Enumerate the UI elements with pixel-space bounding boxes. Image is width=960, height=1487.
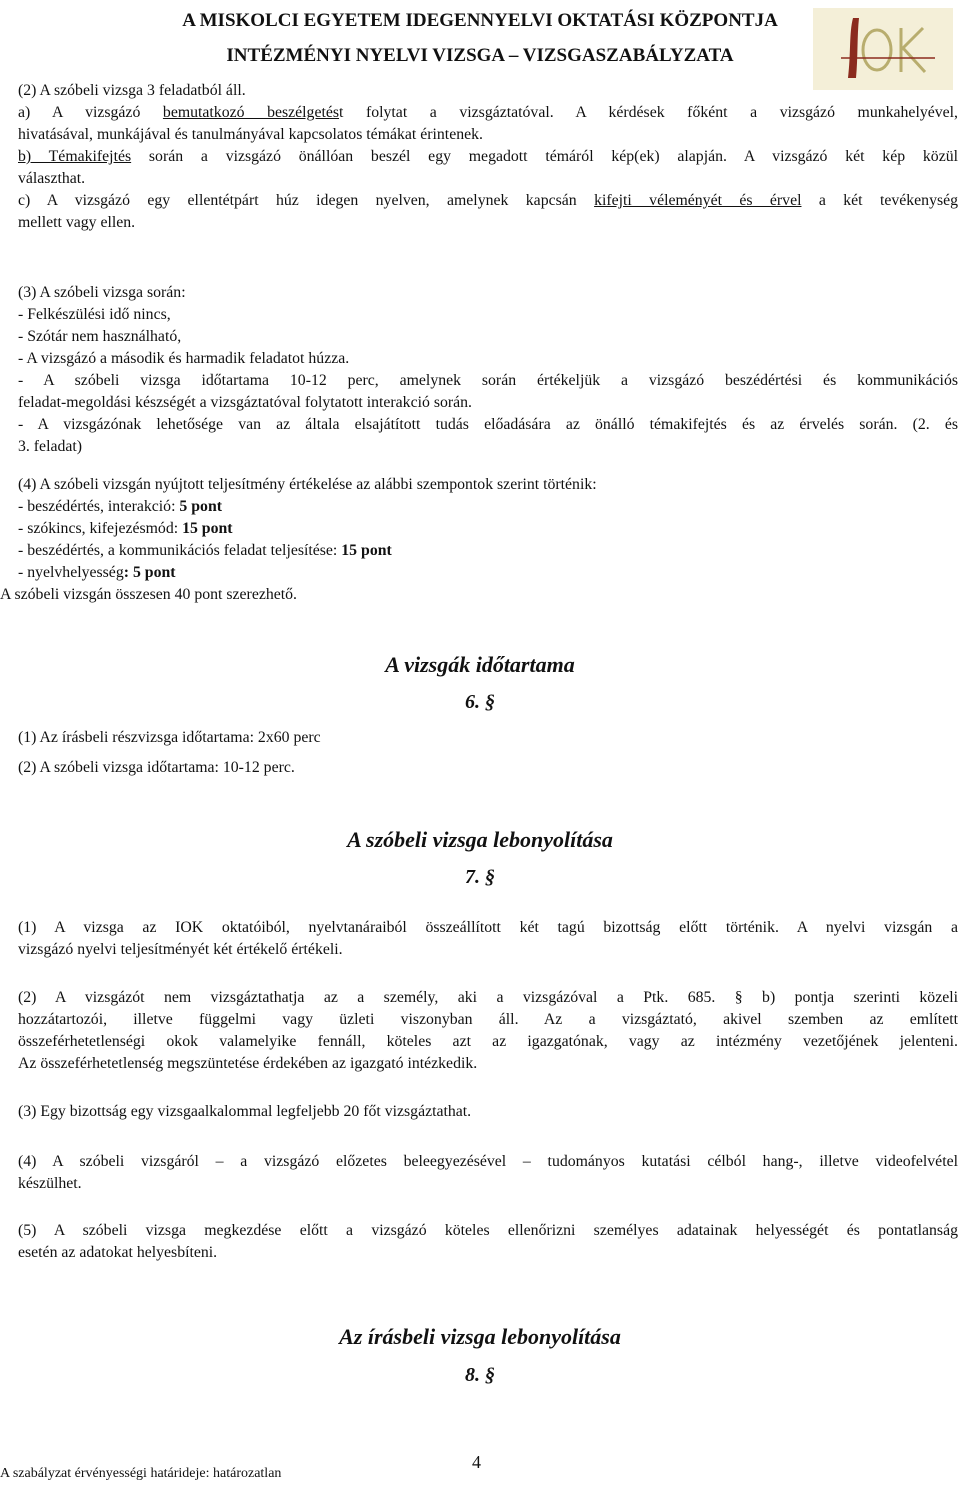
procedure-p4 [18, 1151, 958, 1195]
text-line: mellett vagy ellen. [18, 214, 136, 231]
text-line: a) A vizsgázó bemutatkozó beszélgetést folytat a vizsgáztatóval. A kérdések főként a vizsgázó munkahelyével, [18, 104, 958, 121]
procedure-p5 [18, 1220, 958, 1264]
text-line: - nyelvhelyesség: 5 pont [18, 564, 176, 581]
text-line: Az összeférhetetlenség megszüntetése érdekében az igazgató intézkedik. [18, 1055, 478, 1072]
text-line: (2) A szóbeli vizsga 3 feladatból áll. [18, 82, 246, 99]
text-line: (3) Egy bizottság egy vizsgaalkalommal legfeljebb 20 főt vizsgáztathat. [18, 1103, 472, 1120]
text-line: (1) A vizsga az IOK oktatóiból, nyelvtanáraiból összeállított két tagú bizottság előtt történik. A nyelvi vizsgán a [18, 919, 958, 936]
text-line: hivatásával, munkájával és tanulmányával kapcsolatos témákat érintenek. [18, 126, 483, 143]
text-line: - A vizsgázónak lehetősége van az általa elsajátított tudás előadására az önálló témakifejtés és az érvelés során. (2. és [18, 416, 958, 433]
footer-validity: A szabályzat érvényességi határideje: határozatlan [0, 1466, 282, 1481]
text-line: (4) A szóbeli vizsgán nyújtott teljesítmény értékelése az alábbi szempontok szerint történik: [18, 476, 597, 493]
text-line: készülhet. [18, 1175, 82, 1192]
text-line: (4) A szóbeli vizsgáról – a vizsgázó előzetes beleegyezésével – tudományos kutatási célból hang-, illetve videofelvétel [18, 1153, 958, 1170]
text-line: feladat-megoldási készségét a vizsgáztatóval folytatott interakció során. [18, 394, 472, 411]
text-line: esetén az adatokat helyesbíteni. [18, 1244, 218, 1261]
oral-exam-tasks [18, 80, 958, 234]
text-line: választhat. [18, 170, 86, 187]
text-line: - szókincs, kifejezésmód: 15 pont [18, 520, 233, 537]
text-line: vizsgázó nyelvi teljesítményét két értékelő értékeli. [18, 941, 343, 958]
section-heading-duration: A vizsgák időtartama [385, 652, 575, 677]
text-line: - beszédértés, a kommunikációs feladat teljesítése: 15 pont [18, 542, 392, 559]
text-line: - A szóbeli vizsga időtartama 10-12 perc, amelynek során értékeljük a vizsgázó beszédértési és kommunikációs [18, 372, 958, 389]
text-line: összeférhetetlenségi okok valamelyike fennáll, köteles azt az igazgatónak, vagy az intézmény vezetőjének jelenteni. [18, 1033, 958, 1050]
text-line: 3. feladat) [18, 438, 83, 455]
text-line: - Szótár nem használható, [18, 328, 182, 345]
page-number: 4 [472, 1452, 481, 1472]
text-line: hozzátartozói, illetve függelmi vagy üzleti viszonyban áll. Az a vizsgáztató, akivel szemben az említett [18, 1011, 958, 1028]
text-line: A szóbeli vizsgán összesen 40 pont szerezhető. [0, 586, 297, 603]
text-line: (2) A vizsgázót nem vizsgáztathatja az a személy, aki a vizsgázóval a Ptk. 685. § b) pontja szerinti közeli [18, 989, 958, 1006]
procedure-p1 [18, 917, 958, 961]
text-line: (1) Az írásbeli részvizsga időtartama: 2x60 perc [18, 729, 321, 746]
iok-logo-icon [813, 8, 953, 90]
header-title-line1: A MISKOLCI EGYETEM IDEGENNYELVI OKTATÁSI KÖZPONTJA [182, 10, 778, 31]
text-line: - Felkészülési idő nincs, [18, 306, 171, 323]
text-line: b) Témakifejtés során a vizsgázó önállóan beszél egy megadott témáról kép(ek) alapján. A vizsgázó két kép közül [18, 148, 958, 165]
paragraph-number-6: 6. § [465, 691, 495, 713]
duration-text [18, 727, 958, 779]
text-line: (2) A szóbeli vizsga időtartama: 10-12 perc. [18, 759, 295, 776]
section-heading-written-procedure: Az írásbeli vizsga lebonyolítása [339, 1324, 621, 1349]
text-line: c) A vizsgázó egy ellentétpárt húz idegen nyelven, amelynek kapcsán kifejti véleményét és érvel a két tevékenység [18, 192, 959, 209]
text-line: - beszédértés, interakció: 5 pont [18, 498, 222, 515]
header-title-line2: INTÉZMÉNYI NYELVI VIZSGA – VIZSGASZABÁLYZATA [226, 45, 734, 66]
text-line: (5) A szóbeli vizsga megkezdése előtt a vizsgázó köteles ellenőrizni személyes adatainak helyességét és pontatlanság [18, 1222, 958, 1239]
procedure-p2 [18, 987, 958, 1075]
text-line: (3) A szóbeli vizsga során: [18, 284, 186, 301]
oral-exam-scoring [0, 474, 958, 606]
procedure-p3 [18, 1101, 958, 1123]
paragraph-number-8: 8. § [465, 1364, 495, 1386]
oral-exam-rules [18, 282, 958, 458]
section-heading-oral-procedure: A szóbeli vizsga lebonyolítása [347, 827, 613, 852]
paragraph-number-7: 7. § [465, 866, 495, 888]
text-line: - A vizsgázó a második és harmadik feladatot húzza. [18, 350, 350, 367]
